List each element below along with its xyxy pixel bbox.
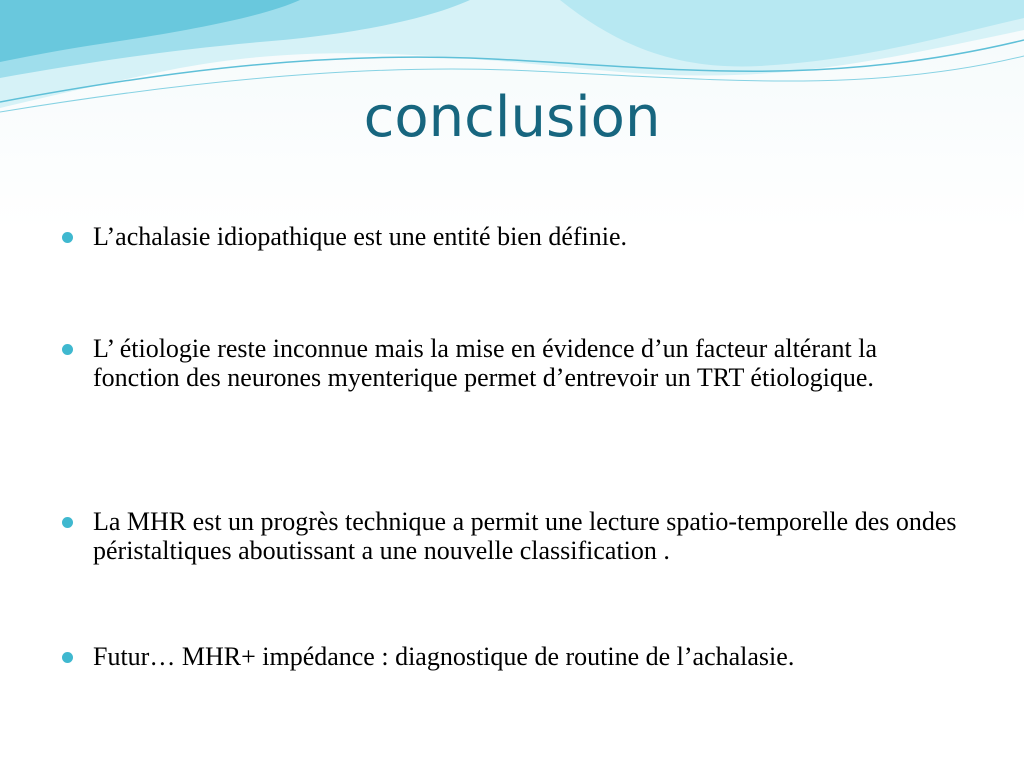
bullet-item (62, 222, 962, 251)
bullet-text: L’achalasie idiopathique est une entité bien définie. (93, 222, 628, 251)
bullet-item (62, 334, 962, 392)
round-bullet-icon (62, 344, 73, 355)
bullet-text: L’ étiologie reste inconnue mais la mise en évidence d’un facteur altérant la fonction des neurones myenterique permet d’entrevoir un TRT étiologique. (93, 334, 878, 392)
bullet-text: Futur… MHR+ impédance : diagnostique de routine de l’achalasie. (93, 642, 795, 671)
bullet-item (62, 507, 962, 565)
round-bullet-icon (62, 652, 73, 663)
round-bullet-icon (62, 232, 73, 243)
bullet-item (62, 642, 962, 671)
round-bullet-icon (62, 517, 73, 528)
slide-title: conclusion (363, 85, 661, 150)
bullet-text: La MHR est un progrès technique a permit une lecture spatio-temporelle des ondes péristaltiques aboutissant a une nouvelle classification . (93, 507, 957, 565)
